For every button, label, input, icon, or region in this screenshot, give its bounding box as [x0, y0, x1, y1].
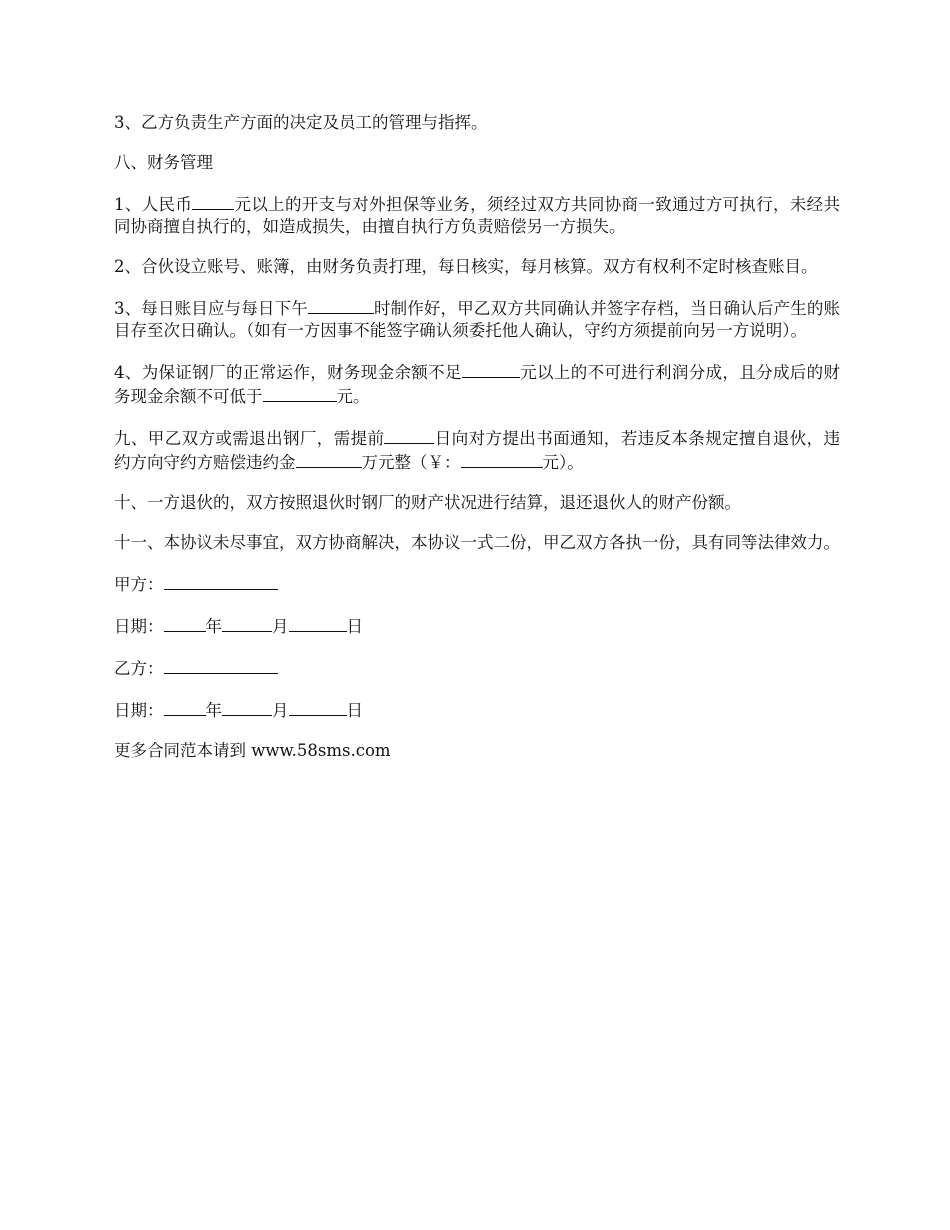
clause-text: 元。: [336, 387, 370, 406]
year-label: 年: [205, 617, 222, 636]
fill-blank: [462, 360, 520, 378]
party-a-label: 甲方：: [114, 575, 164, 594]
clause-text: 元以上的不可进行利润分成，且分成后的财务现金余额不可低于: [114, 363, 841, 406]
clause-text: 时制作好，甲乙双方共同确认并签字存档，当日确认后产生的账目存至次日确认。（如有一方因事不能签字确认须委托他人确认，守约方须提前向另一方说明）。: [114, 299, 841, 340]
clause-withdrawal: [114, 426, 840, 474]
document-page: [114, 112, 840, 780]
clause-finance-4: [114, 360, 840, 408]
party-b-label: 乙方：: [114, 659, 164, 678]
party-b-signature: [114, 656, 840, 680]
day-blank: [289, 614, 347, 632]
footer-note: 更多合同范本请到 www.58sms.com: [114, 741, 391, 760]
clause-management: 3、乙方负责生产方面的决定及员工的管理与指挥。: [114, 113, 488, 132]
clause-text: 元）。: [542, 453, 584, 472]
month-blank: [222, 614, 272, 632]
day-label: 日: [346, 701, 363, 720]
clause-settlement: 十、一方退伙的，双方按照退伙时钢厂的财产状况进行结算，退还退伙人的财产份额。: [114, 493, 741, 512]
fill-blank: [308, 296, 374, 314]
clause-text: 九、甲乙双方或需退出钢厂，需提前: [114, 429, 385, 448]
clause-text: 万元整（￥：: [361, 453, 461, 472]
fill-blank: [263, 384, 337, 402]
clause-text: 日向对方提出书面通知，若违反本条规定擅自退伙，违约方向守约方赔偿违约金: [114, 429, 841, 472]
party-a-signature: [114, 572, 840, 596]
fill-blank: [192, 192, 234, 210]
fill-blank: [384, 426, 434, 444]
signature-blank: [164, 656, 278, 674]
year-blank: [164, 698, 206, 716]
month-label: 月: [272, 617, 289, 636]
month-blank: [222, 698, 272, 716]
year-blank: [164, 614, 206, 632]
clause-text: 元以上的开支与对外担保等业务，须经过双方共同协商一致通过方可执行，未经共同协商擅自执行的，如造成损失，由擅自执行方负责赔偿另一方损失。: [114, 195, 841, 236]
fill-blank: [296, 450, 362, 468]
party-a-date: [114, 614, 840, 638]
fill-blank: [461, 450, 543, 468]
clause-finance-3: [114, 296, 840, 342]
year-label: 年: [205, 701, 222, 720]
day-blank: [289, 698, 347, 716]
date-label: 日期：: [114, 701, 164, 720]
clause-supplementary: 十一、本协议未尽事宜，双方协商解决，本协议一式二份，甲乙双方各执一份，具有同等法律效力。: [114, 533, 840, 552]
section-heading-finance: 八、财务管理: [114, 153, 213, 172]
day-label: 日: [346, 617, 363, 636]
clause-finance-2: 2、合伙设立账号、账簿，由财务负责打理，每日核实，每月核算。双方有权利不定时核查账目。: [114, 257, 818, 276]
date-label: 日期：: [114, 617, 164, 636]
clause-text: 3、每日账目应与每日下午: [114, 299, 308, 318]
clause-text: 1、人民币: [114, 195, 193, 214]
party-b-date: [114, 698, 840, 722]
signature-blank: [164, 572, 278, 590]
clause-text: 4、为保证钢厂的正常运作，财务现金余额不足: [114, 363, 462, 382]
month-label: 月: [272, 701, 289, 720]
clause-finance-1: [114, 192, 840, 238]
